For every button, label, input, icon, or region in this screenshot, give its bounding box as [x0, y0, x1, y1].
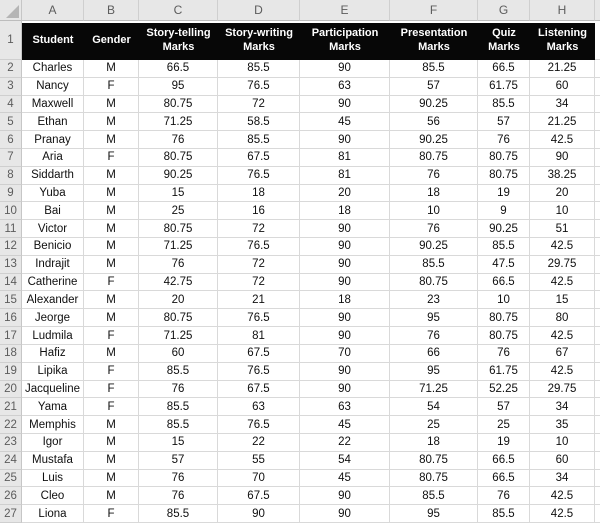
cell-D6[interactable]: 85.5	[218, 131, 300, 149]
cell-E19[interactable]: 90	[300, 363, 390, 381]
cell-F10[interactable]: 10	[390, 202, 478, 220]
cell-C20[interactable]: 76	[139, 381, 218, 399]
cell-F21[interactable]: 54	[390, 398, 478, 416]
cell-D27[interactable]: 90	[218, 505, 300, 523]
row-filler	[595, 185, 600, 203]
cell-B4[interactable]: M	[84, 96, 139, 114]
cell-F16[interactable]: 95	[390, 309, 478, 327]
cell-H9[interactable]: 20	[530, 185, 595, 203]
cell-C10[interactable]: 25	[139, 202, 218, 220]
row-number-21[interactable]: 21	[0, 398, 22, 416]
cell-D15[interactable]: 21	[218, 291, 300, 309]
cell-E4[interactable]: 90	[300, 96, 390, 114]
cell-E27[interactable]: 90	[300, 505, 390, 523]
cell-D14[interactable]: 72	[218, 274, 300, 292]
cell-C11[interactable]: 80.75	[139, 220, 218, 238]
row-number-14[interactable]: 14	[0, 274, 22, 292]
row-number-23[interactable]: 23	[0, 434, 22, 452]
cell-C19[interactable]: 85.5	[139, 363, 218, 381]
cell-G16[interactable]: 80.75	[478, 309, 530, 327]
row-number-16[interactable]: 16	[0, 309, 22, 327]
cell-B26[interactable]: M	[84, 487, 139, 505]
cell-E10[interactable]: 18	[300, 202, 390, 220]
row-filler	[595, 470, 600, 488]
cell-D22[interactable]: 76.5	[218, 416, 300, 434]
cell-C23[interactable]: 15	[139, 434, 218, 452]
cell-F22[interactable]: 25	[390, 416, 478, 434]
cell-D9[interactable]: 18	[218, 185, 300, 203]
cell-G24[interactable]: 66.5	[478, 452, 530, 470]
row-filler	[595, 327, 600, 345]
cell-D11[interactable]: 72	[218, 220, 300, 238]
cell-B12[interactable]: M	[84, 238, 139, 256]
cell-F19[interactable]: 95	[390, 363, 478, 381]
row-filler	[595, 416, 600, 434]
cell-C18[interactable]: 60	[139, 345, 218, 363]
cell-F15[interactable]: 23	[390, 291, 478, 309]
cell-A4[interactable]: Maxwell	[22, 96, 84, 114]
cell-G9[interactable]: 19	[478, 185, 530, 203]
cell-G26[interactable]: 76	[478, 487, 530, 505]
cell-E24[interactable]: 54	[300, 452, 390, 470]
cell-G19[interactable]: 61.75	[478, 363, 530, 381]
cell-D3[interactable]: 76.5	[218, 78, 300, 96]
cell-A10[interactable]: Bai	[22, 202, 84, 220]
cell-E9[interactable]: 20	[300, 185, 390, 203]
cell-F23[interactable]: 18	[390, 434, 478, 452]
cell-A20[interactable]: Jacqueline	[22, 381, 84, 399]
row-filler	[595, 309, 600, 327]
cell-G22[interactable]: 25	[478, 416, 530, 434]
cell-A25[interactable]: Luis	[22, 470, 84, 488]
header-cell-F[interactable]: Presentation Marks	[390, 21, 478, 60]
row-number-10[interactable]: 10	[0, 202, 22, 220]
cell-A22[interactable]: Memphis	[22, 416, 84, 434]
cell-D10[interactable]: 16	[218, 202, 300, 220]
cell-C8[interactable]: 90.25	[139, 167, 218, 185]
cell-F9[interactable]: 18	[390, 185, 478, 203]
cell-D16[interactable]: 76.5	[218, 309, 300, 327]
cell-B27[interactable]: F	[84, 505, 139, 523]
column-header-B[interactable]: B	[84, 0, 139, 21]
cell-E12[interactable]: 90	[300, 238, 390, 256]
header-cell-G[interactable]: Quiz Marks	[478, 21, 530, 60]
cell-F14[interactable]: 80.75	[390, 274, 478, 292]
cell-E20[interactable]: 90	[300, 381, 390, 399]
cell-F13[interactable]: 85.5	[390, 256, 478, 274]
row-filler	[595, 381, 600, 399]
cell-E2[interactable]: 90	[300, 60, 390, 78]
cell-G25[interactable]: 66.5	[478, 470, 530, 488]
cell-A19[interactable]: Lipika	[22, 363, 84, 381]
cell-C13[interactable]: 76	[139, 256, 218, 274]
row-number-27[interactable]: 27	[0, 505, 22, 523]
cell-E7[interactable]: 81	[300, 149, 390, 167]
cell-C24[interactable]: 57	[139, 452, 218, 470]
cell-F17[interactable]: 76	[390, 327, 478, 345]
cell-B5[interactable]: M	[84, 113, 139, 131]
row-number-22[interactable]: 22	[0, 416, 22, 434]
cell-B23[interactable]: M	[84, 434, 139, 452]
cell-D26[interactable]: 67.5	[218, 487, 300, 505]
cell-C27[interactable]: 85.5	[139, 505, 218, 523]
cell-D4[interactable]: 72	[218, 96, 300, 114]
cell-G17[interactable]: 80.75	[478, 327, 530, 345]
cell-H14[interactable]: 42.5	[530, 274, 595, 292]
cell-F24[interactable]: 80.75	[390, 452, 478, 470]
cell-C4[interactable]: 80.75	[139, 96, 218, 114]
cell-B7[interactable]: F	[84, 149, 139, 167]
row-filler	[595, 202, 600, 220]
header-cell-D[interactable]: Story-writing Marks	[218, 21, 300, 60]
row-number-15[interactable]: 15	[0, 291, 22, 309]
cell-B24[interactable]: M	[84, 452, 139, 470]
cell-D23[interactable]: 22	[218, 434, 300, 452]
cell-B6[interactable]: M	[84, 131, 139, 149]
cell-H24[interactable]: 60	[530, 452, 595, 470]
header-filler	[595, 21, 600, 60]
cell-F7[interactable]: 80.75	[390, 149, 478, 167]
cell-H7[interactable]: 90	[530, 149, 595, 167]
cell-F27[interactable]: 95	[390, 505, 478, 523]
cell-H3[interactable]: 60	[530, 78, 595, 96]
cell-E13[interactable]: 90	[300, 256, 390, 274]
cell-E3[interactable]: 63	[300, 78, 390, 96]
cell-A13[interactable]: Indrajit	[22, 256, 84, 274]
cell-F3[interactable]: 57	[390, 78, 478, 96]
column-header-E[interactable]: E	[300, 0, 390, 21]
row-number-1[interactable]: 1	[0, 21, 22, 60]
cell-F2[interactable]: 85.5	[390, 60, 478, 78]
cell-E26[interactable]: 90	[300, 487, 390, 505]
cell-D2[interactable]: 85.5	[218, 60, 300, 78]
cell-G2[interactable]: 66.5	[478, 60, 530, 78]
cell-H23[interactable]: 10	[530, 434, 595, 452]
cell-C9[interactable]: 15	[139, 185, 218, 203]
cell-B17[interactable]: F	[84, 327, 139, 345]
cell-A21[interactable]: Yama	[22, 398, 84, 416]
cell-A15[interactable]: Alexander	[22, 291, 84, 309]
cell-E11[interactable]: 90	[300, 220, 390, 238]
cell-A16[interactable]: Jeorge	[22, 309, 84, 327]
cell-D18[interactable]: 67.5	[218, 345, 300, 363]
cell-B13[interactable]: M	[84, 256, 139, 274]
row-number-19[interactable]: 19	[0, 363, 22, 381]
cell-B10[interactable]: M	[84, 202, 139, 220]
cell-A6[interactable]: Pranay	[22, 131, 84, 149]
row-number-18[interactable]: 18	[0, 345, 22, 363]
cell-C2[interactable]: 66.5	[139, 60, 218, 78]
cell-C7[interactable]: 80.75	[139, 149, 218, 167]
cell-E25[interactable]: 45	[300, 470, 390, 488]
cell-G8[interactable]: 80.75	[478, 167, 530, 185]
cell-H21[interactable]: 34	[530, 398, 595, 416]
cell-D19[interactable]: 76.5	[218, 363, 300, 381]
cell-C17[interactable]: 71.25	[139, 327, 218, 345]
cell-G14[interactable]: 66.5	[478, 274, 530, 292]
cell-D12[interactable]: 76.5	[218, 238, 300, 256]
cell-B25[interactable]: M	[84, 470, 139, 488]
row-number-4[interactable]: 4	[0, 96, 22, 114]
cell-F20[interactable]: 71.25	[390, 381, 478, 399]
cell-B15[interactable]: M	[84, 291, 139, 309]
cell-B19[interactable]: F	[84, 363, 139, 381]
row-filler	[595, 274, 600, 292]
cell-C3[interactable]: 95	[139, 78, 218, 96]
cell-G20[interactable]: 52.25	[478, 381, 530, 399]
row-number-3[interactable]: 3	[0, 78, 22, 96]
row-number-2[interactable]: 2	[0, 60, 22, 78]
header-cell-H[interactable]: Listening Marks	[530, 21, 595, 60]
row-number-25[interactable]: 25	[0, 470, 22, 488]
cell-G18[interactable]: 76	[478, 345, 530, 363]
row-filler	[595, 113, 600, 131]
cell-A23[interactable]: Igor	[22, 434, 84, 452]
row-number-12[interactable]: 12	[0, 238, 22, 256]
cell-A17[interactable]: Ludmila	[22, 327, 84, 345]
cell-G23[interactable]: 19	[478, 434, 530, 452]
cell-F26[interactable]: 85.5	[390, 487, 478, 505]
select-all-triangle-icon	[6, 5, 19, 18]
cell-C16[interactable]: 80.75	[139, 309, 218, 327]
cell-D5[interactable]: 58.5	[218, 113, 300, 131]
cell-H8[interactable]: 38.25	[530, 167, 595, 185]
cell-E8[interactable]: 81	[300, 167, 390, 185]
cell-H25[interactable]: 34	[530, 470, 595, 488]
row-number-9[interactable]: 9	[0, 185, 22, 203]
column-header-F[interactable]: F	[390, 0, 478, 21]
row-filler	[595, 60, 600, 78]
cell-D7[interactable]: 67.5	[218, 149, 300, 167]
cell-C22[interactable]: 85.5	[139, 416, 218, 434]
row-filler	[595, 256, 600, 274]
cell-A14[interactable]: Catherine	[22, 274, 84, 292]
cell-A7[interactable]: Aria	[22, 149, 84, 167]
cell-E14[interactable]: 90	[300, 274, 390, 292]
cell-D21[interactable]: 63	[218, 398, 300, 416]
cell-C5[interactable]: 71.25	[139, 113, 218, 131]
cell-H2[interactable]: 21.25	[530, 60, 595, 78]
cell-A8[interactable]: Siddarth	[22, 167, 84, 185]
column-header-D[interactable]: D	[218, 0, 300, 21]
cell-G11[interactable]: 90.25	[478, 220, 530, 238]
row-number-7[interactable]: 7	[0, 149, 22, 167]
row-filler	[595, 220, 600, 238]
cell-G3[interactable]: 61.75	[478, 78, 530, 96]
header-cell-B[interactable]: Gender	[84, 21, 139, 60]
cell-H27[interactable]: 42.5	[530, 505, 595, 523]
cell-E15[interactable]: 18	[300, 291, 390, 309]
cell-F11[interactable]: 76	[390, 220, 478, 238]
cell-A27[interactable]: Liona	[22, 505, 84, 523]
cell-H4[interactable]: 34	[530, 96, 595, 114]
cell-C21[interactable]: 85.5	[139, 398, 218, 416]
row-number-5[interactable]: 5	[0, 113, 22, 131]
cell-H22[interactable]: 35	[530, 416, 595, 434]
column-header-G[interactable]: G	[478, 0, 530, 21]
cell-A11[interactable]: Victor	[22, 220, 84, 238]
cell-E5[interactable]: 45	[300, 113, 390, 131]
cell-G21[interactable]: 57	[478, 398, 530, 416]
cell-A26[interactable]: Cleo	[22, 487, 84, 505]
cell-B16[interactable]: M	[84, 309, 139, 327]
cell-G5[interactable]: 57	[478, 113, 530, 131]
cell-C15[interactable]: 20	[139, 291, 218, 309]
cell-A2[interactable]: Charles	[22, 60, 84, 78]
row-number-8[interactable]: 8	[0, 167, 22, 185]
row-filler	[595, 291, 600, 309]
row-number-24[interactable]: 24	[0, 452, 22, 470]
row-filler	[595, 398, 600, 416]
cell-F6[interactable]: 90.25	[390, 131, 478, 149]
cell-B14[interactable]: F	[84, 274, 139, 292]
column-header-filler	[595, 0, 600, 21]
cell-H18[interactable]: 67	[530, 345, 595, 363]
row-filler	[595, 167, 600, 185]
cell-G12[interactable]: 85.5	[478, 238, 530, 256]
row-number-13[interactable]: 13	[0, 256, 22, 274]
cell-H5[interactable]: 21.25	[530, 113, 595, 131]
cell-G7[interactable]: 80.75	[478, 149, 530, 167]
cell-B18[interactable]: M	[84, 345, 139, 363]
row-filler	[595, 452, 600, 470]
cell-H12[interactable]: 42.5	[530, 238, 595, 256]
row-filler	[595, 96, 600, 114]
cell-B9[interactable]: M	[84, 185, 139, 203]
cell-B20[interactable]: F	[84, 381, 139, 399]
cell-B22[interactable]: M	[84, 416, 139, 434]
cell-H10[interactable]: 10	[530, 202, 595, 220]
cell-D20[interactable]: 67.5	[218, 381, 300, 399]
row-filler	[595, 363, 600, 381]
cell-E18[interactable]: 70	[300, 345, 390, 363]
cell-E16[interactable]: 90	[300, 309, 390, 327]
header-cell-A[interactable]: Student	[22, 21, 84, 60]
row-filler	[595, 131, 600, 149]
header-cell-E[interactable]: Participation Marks	[300, 21, 390, 60]
column-header-A[interactable]: A	[22, 0, 84, 21]
row-number-6[interactable]: 6	[0, 131, 22, 149]
cell-H6[interactable]: 42.5	[530, 131, 595, 149]
cell-A9[interactable]: Yuba	[22, 185, 84, 203]
row-filler	[595, 149, 600, 167]
cell-F25[interactable]: 80.75	[390, 470, 478, 488]
cell-H13[interactable]: 29.75	[530, 256, 595, 274]
cell-D25[interactable]: 70	[218, 470, 300, 488]
cell-G6[interactable]: 76	[478, 131, 530, 149]
header-cell-C[interactable]: Story-telling Marks	[139, 21, 218, 60]
cell-E22[interactable]: 45	[300, 416, 390, 434]
row-number-26[interactable]: 26	[0, 487, 22, 505]
cell-H15[interactable]: 15	[530, 291, 595, 309]
column-header-C[interactable]: C	[139, 0, 218, 21]
cell-E6[interactable]: 90	[300, 131, 390, 149]
cell-F12[interactable]: 90.25	[390, 238, 478, 256]
cell-C26[interactable]: 76	[139, 487, 218, 505]
cell-C6[interactable]: 76	[139, 131, 218, 149]
cell-D24[interactable]: 55	[218, 452, 300, 470]
cell-A12[interactable]: Benicio	[22, 238, 84, 256]
cell-B8[interactable]: M	[84, 167, 139, 185]
row-filler	[595, 345, 600, 363]
cell-F5[interactable]: 56	[390, 113, 478, 131]
cell-A24[interactable]: Mustafa	[22, 452, 84, 470]
cell-D13[interactable]: 72	[218, 256, 300, 274]
cell-B11[interactable]: M	[84, 220, 139, 238]
cell-A3[interactable]: Nancy	[22, 78, 84, 96]
row-filler	[595, 505, 600, 523]
row-number-17[interactable]: 17	[0, 327, 22, 345]
cell-G15[interactable]: 10	[478, 291, 530, 309]
row-filler	[595, 238, 600, 256]
cell-G27[interactable]: 85.5	[478, 505, 530, 523]
cell-D8[interactable]: 76.5	[218, 167, 300, 185]
cell-H26[interactable]: 42.5	[530, 487, 595, 505]
cell-G10[interactable]: 9	[478, 202, 530, 220]
row-filler	[595, 434, 600, 452]
cell-G4[interactable]: 85.5	[478, 96, 530, 114]
cell-C25[interactable]: 76	[139, 470, 218, 488]
row-number-20[interactable]: 20	[0, 381, 22, 399]
cell-G13[interactable]: 47.5	[478, 256, 530, 274]
cell-H20[interactable]: 29.75	[530, 381, 595, 399]
cell-A5[interactable]: Ethan	[22, 113, 84, 131]
cell-F18[interactable]: 66	[390, 345, 478, 363]
cell-H17[interactable]: 42.5	[530, 327, 595, 345]
cell-B21[interactable]: F	[84, 398, 139, 416]
cell-H16[interactable]: 80	[530, 309, 595, 327]
cell-C14[interactable]: 42.75	[139, 274, 218, 292]
cell-D17[interactable]: 81	[218, 327, 300, 345]
cell-C12[interactable]: 71.25	[139, 238, 218, 256]
row-filler	[595, 487, 600, 505]
cell-E23[interactable]: 22	[300, 434, 390, 452]
cell-F8[interactable]: 76	[390, 167, 478, 185]
cell-E21[interactable]: 63	[300, 398, 390, 416]
cell-H11[interactable]: 51	[530, 220, 595, 238]
row-filler	[595, 78, 600, 96]
cell-B2[interactable]: M	[84, 60, 139, 78]
cell-A18[interactable]: Hafiz	[22, 345, 84, 363]
cell-B3[interactable]: F	[84, 78, 139, 96]
column-header-H[interactable]: H	[530, 0, 595, 21]
cell-E17[interactable]: 90	[300, 327, 390, 345]
select-all-corner[interactable]	[0, 0, 22, 21]
cell-H19[interactable]: 42.5	[530, 363, 595, 381]
cell-F4[interactable]: 90.25	[390, 96, 478, 114]
row-number-11[interactable]: 11	[0, 220, 22, 238]
